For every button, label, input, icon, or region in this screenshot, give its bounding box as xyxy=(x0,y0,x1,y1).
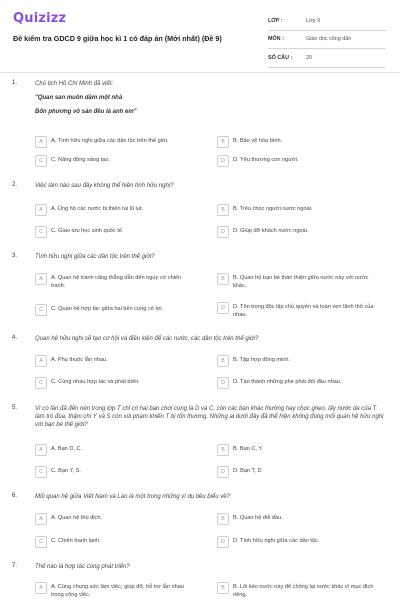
option-text: B. Bạn C, Y. xyxy=(233,446,263,452)
option-c[interactable] xyxy=(35,226,205,238)
option-text: A. Ủng hộ các nước bị thiên tai lũ lụt. xyxy=(51,206,143,212)
question-number: 7. xyxy=(12,563,18,569)
option-b[interactable] xyxy=(217,582,387,599)
option-b[interactable] xyxy=(217,355,387,367)
option-letter-box: C xyxy=(35,304,47,316)
option-text: B. Lôi kéo nước này để chống lại nước khác vì mục đích riêng. xyxy=(233,584,374,598)
option-letter-box: D xyxy=(217,377,229,389)
option-letter-box: C xyxy=(35,536,47,548)
question-prompt: Chủ tịch Hồ Chí Minh đã viết: xyxy=(35,81,114,87)
option-letter-box: C xyxy=(35,466,47,478)
question-text xyxy=(35,80,385,116)
option-letter-box: B xyxy=(217,355,229,367)
option-a[interactable] xyxy=(35,444,205,456)
option-text: A. Tình hữu nghị giữa các dân tộc trên thế giới. xyxy=(51,138,169,144)
option-b[interactable] xyxy=(217,204,387,216)
option-text: D. Yêu thương con người. xyxy=(233,157,299,163)
option-text: B. Quan hệ đối đầu. xyxy=(233,515,283,521)
option-letter-box: D xyxy=(217,226,229,238)
meta-label: LỚP : xyxy=(268,17,283,24)
option-text: B. Bảo vệ hòa bình. xyxy=(233,138,283,144)
question-text: Mối quan hệ giữa Việt Nam và Lào là một trong những ví dụ tiêu biểu về? xyxy=(35,494,230,500)
option-letter-box: C xyxy=(35,155,47,167)
option-text: D. Tôn trọng độc lập chủ quyền và toàn vẹn lãnh thổ của nhau. xyxy=(233,304,374,318)
option-letter-box: D xyxy=(217,302,229,314)
option-letter-box: B xyxy=(217,513,229,525)
option-c[interactable] xyxy=(35,536,205,548)
option-letter-box: B xyxy=(217,136,229,148)
option-text: D. Bạn T, D xyxy=(233,468,262,474)
quote-line-2: Bốn phương vô sản đều là anh em" xyxy=(35,109,137,115)
question-number: 2. xyxy=(12,182,18,188)
question-number: 4. xyxy=(12,335,18,341)
option-letter-box: D xyxy=(217,466,229,478)
option-text: C. Giao lưu học sinh quốc tế. xyxy=(51,228,124,234)
question-number: 3. xyxy=(12,253,18,259)
question-number: 5. xyxy=(12,405,18,411)
option-text: A. Bạn D, C. xyxy=(51,446,83,452)
option-a[interactable] xyxy=(35,136,205,148)
option-letter-box: A xyxy=(35,204,47,216)
option-letter-box: D xyxy=(217,155,229,167)
option-text: A. Cùng chung sức làm việc, giúp đỡ, hỗ trợ lẫn nhau trong công việc. xyxy=(51,584,184,598)
option-a[interactable] xyxy=(35,204,205,216)
option-d[interactable] xyxy=(217,226,387,238)
meta-value: Lớp 9 xyxy=(306,17,321,24)
option-letter-box: C xyxy=(35,377,47,389)
option-d[interactable] xyxy=(217,536,387,548)
question-text: Quan hệ hữu nghị sẽ tạo cơ hội và điều kiện để các nước, các dân tộc trên thế giới? xyxy=(35,336,259,342)
option-c[interactable] xyxy=(35,466,205,478)
option-letter-box: B xyxy=(217,582,229,594)
worksheet-meta xyxy=(268,12,386,68)
option-letter-box: D xyxy=(217,536,229,548)
meta-row-subject xyxy=(268,31,386,50)
meta-value: Giáo dục công dân xyxy=(306,36,352,43)
meta-row-class xyxy=(268,12,386,31)
option-text: A. Phụ thuộc lẫn nhau. xyxy=(51,357,108,363)
option-a[interactable] xyxy=(35,273,205,290)
option-letter-box: A xyxy=(35,355,47,367)
meta-label: SỐ CÂU : xyxy=(268,54,293,61)
option-letter-box: A xyxy=(35,582,47,594)
option-a[interactable] xyxy=(35,355,205,367)
option-letter-box: A xyxy=(35,444,47,456)
option-b[interactable] xyxy=(217,444,387,456)
question-number: 1. xyxy=(12,80,18,86)
option-d[interactable] xyxy=(217,302,387,319)
question-text: Tình hữu nghị giữa các dân tộc trên thế giới? xyxy=(35,254,155,260)
option-text: C. Bạn Y, S. xyxy=(51,468,81,474)
option-text: D. Tạo thành những phe phái đối đầu nhau. xyxy=(233,379,342,385)
question-number: 6. xyxy=(12,493,18,499)
option-d[interactable] xyxy=(217,466,387,478)
question-text: Vì có lần đã đến nên trong lớp T chỉ có hai bạn chơi cùng là D và C, còn các bạn khác thường hay chọc ghẹo, lấy nước da của T làm trò đùa, thậm chí Y và S còn xúi phạm khiến T bị tổn thương. Những ai dưới đây đã thể hiện không đúng mối quan hệ hữu nghị với bạn bè thế giới? xyxy=(35,406,384,428)
worksheet-title: Đề kiểm tra GDCD 9 giữa học kì 1 có đáp án (Mới nhất) (Đề 9) xyxy=(13,34,222,43)
option-c[interactable] xyxy=(35,155,205,167)
option-text: D. Tình hữu nghị giữa các dân tộc. xyxy=(233,538,320,544)
option-letter-box: C xyxy=(35,226,47,238)
option-text: D. Giúp đỡ khách nước ngoài. xyxy=(233,228,309,234)
option-text: C. Chiến tranh lạnh. xyxy=(51,538,101,544)
option-letter-box: B xyxy=(217,444,229,456)
option-text: A. Quan hệ tránh căng thẳng dẫn đến nguy cơ chiến tranh. xyxy=(51,275,182,289)
option-d[interactable] xyxy=(217,377,387,389)
quizizz-logo: Quizizz xyxy=(13,11,67,26)
option-text: A. Quan hệ thù địch. xyxy=(51,515,102,521)
option-letter-box: A xyxy=(35,513,47,525)
option-text: B. Quan hệ bạn bè thân thiện giữa nước này với nước khác. xyxy=(233,275,369,289)
quote-line-1: "Quan san muôn dặm một nhà xyxy=(35,95,123,101)
meta-row-count xyxy=(268,49,386,68)
option-text: B. Trêu chọc người nước ngoài. xyxy=(233,206,313,212)
meta-label: MÔN : xyxy=(268,36,284,43)
option-text: C. Cùng nhau hợp tác và phát triển. xyxy=(51,379,140,385)
question-text: Việc làm nào sau đây không thể hiện tình hữu nghị? xyxy=(35,183,174,189)
option-b[interactable] xyxy=(217,136,387,148)
option-b[interactable] xyxy=(217,513,387,525)
option-c[interactable] xyxy=(35,377,205,389)
option-letter-box: A xyxy=(35,136,47,148)
option-text: C. Năng động sáng tạo. xyxy=(51,157,111,163)
option-b[interactable] xyxy=(217,273,387,290)
option-d[interactable] xyxy=(217,155,387,167)
option-letter-box: A xyxy=(35,273,47,285)
question-text: Thế nào là hợp tác cùng phát triển? xyxy=(35,564,130,570)
header-divider xyxy=(0,72,400,73)
meta-value: 20 xyxy=(306,54,312,61)
option-a[interactable] xyxy=(35,582,205,599)
option-a[interactable] xyxy=(35,513,205,525)
option-text: B. Tập hợp đồng minh. xyxy=(233,357,291,363)
option-c[interactable] xyxy=(35,304,205,316)
option-letter-box: B xyxy=(217,273,229,285)
option-letter-box: B xyxy=(217,204,229,216)
option-text: C. Quan hệ hợp tác giữa hai bên cùng có lợi. xyxy=(51,306,164,312)
